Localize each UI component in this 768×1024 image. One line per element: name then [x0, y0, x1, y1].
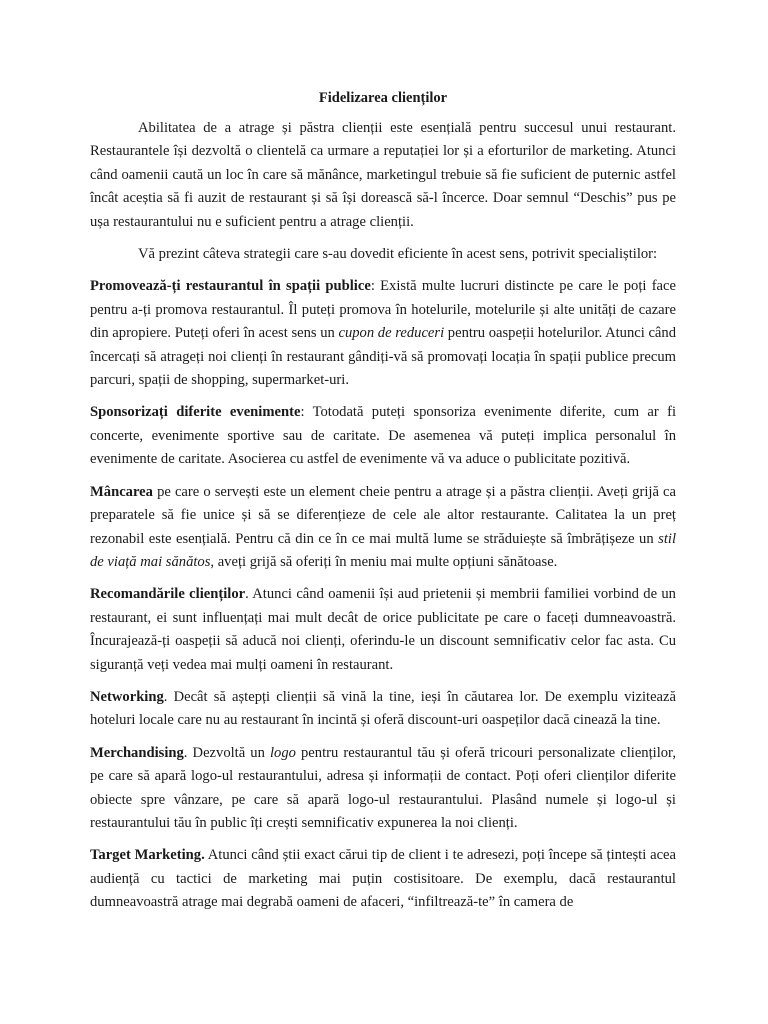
section-paragraph [90, 844, 676, 914]
section-term: Target Marketing. [90, 847, 205, 864]
section-text: pe care o servești este un element cheie pentru a atrage și a păstra clienții. Aveți grijă ca preparatele să fie unice și să se diferențieze de cele ale altor restaurante. Calitatea la un preț rezonabil este esențială. Pentru că din ce în ce mai multă lume se străduiește să îmbrățișeze un [90, 483, 676, 547]
section-term: Sponsorizați diferite evenimente [90, 404, 301, 421]
section-text: Atunci când știi exact cărui tip de client i te adresezi, poți începe să țintești acea audiență cu tactici de marketing mai puțin costisitoare. De exemplu, dacă restaurantul dumneavoastră atrage mai degrabă oameni de afaceri, “infiltrează-te” în camera de [90, 847, 676, 911]
section-paragraph [90, 742, 676, 836]
section-term: Merchandising [90, 744, 184, 761]
section-text: . Atunci când oamenii își aud prietenii și membrii familiei vorbind de un restaurant, ei sunt influențați mai mult decât de orice publicitate pe care o faceți dumneavoastră. Încurajează-ți oaspeții să aducă noi clienți, oferindu-le un discount semnificativ celor fac asta. Cu siguranță veți vedea mai mulți oameni în restaurant. [90, 586, 676, 673]
intro-paragraph-1: Abilitatea de a atrage și păstra clienții este esențială pentru succesul unui restaurant. Restaurantele își dezvoltă o clientelă ca urmare a reputației lor și a eforturilor de marketing. Atunci când oamenii caută un loc în care să mănânce, marketingul trebuie să fie suficient de puternic astfel încât aceștia să fi auzit de restaurant și să își dorească să-l încerce. Doar semnul “Deschis” pus pe ușa restaurantului nu e suficient pentru a atrage clienții. [90, 120, 676, 230]
section-italic-phrase: stil de viață mai sănătos [90, 530, 676, 570]
section-text: . Decât să aștepți clienții să vină la tine, ieși în căutarea lor. De exemplu vizitează hoteluri locale care nu au restaurant în incintă și oferă discount-uri oaspeților dacă cinează la tine. [90, 688, 676, 729]
section-paragraph [90, 686, 676, 733]
section-text: pentru oaspeții hotelurilor. Atunci când încercați să atrageți noi clienți în restaurant gândiți-vă să promovați locația în spații publice precum parcuri, spații de shopping, supermarket-uri. [90, 325, 676, 389]
section-paragraph [90, 481, 676, 575]
section-term: Recomandările clienților [90, 586, 246, 603]
section-term: Promovează-ți restaurantul în spații publice [90, 278, 371, 295]
section-text: : Există multe lucruri distincte pe care le poți face pentru a-ți promova restaurantul. Îl puteți promova în hotelurile, motelurile și alte unități de cazare din apropiere. Puteți oferi în acest sens un [90, 278, 676, 342]
section-text: : Totodată puteți sponsoriza evenimente diferite, cum ar fi concerte, evenimente sportive sau de caritate. De asemenea vă puteți implica personalul în evenimente de caritate. Asocierea cu astfel de evenimente vă va aduce o publicitate pozitivă. [90, 404, 677, 468]
document-title: Fidelizarea clienților [318, 90, 448, 106]
section-paragraph [90, 583, 676, 677]
intro-paragraph-2: Vă prezint câteva strategii care s-au dovedit eficiente în acest sens, potrivit specialiștilor: [138, 246, 658, 263]
section-text: , aveți grijă să oferiți în meniu mai multe opțiuni sănătoase. [210, 553, 558, 570]
section-text: . Dezvoltă un [183, 744, 270, 761]
section-paragraph [90, 401, 676, 471]
section-italic-phrase: cupon de reduceri [338, 325, 445, 342]
section-paragraph [90, 275, 676, 392]
section-italic-phrase: logo [269, 744, 296, 761]
section-term: Mâncarea [90, 483, 153, 500]
section-term: Networking [90, 688, 164, 705]
section-text: pentru restaurantul tău și oferă tricouri personalizate clienților, pe care să apară logo-ul restaurantului, adresa și informații de contact. Poți oferi clienților diferite obiecte spre vânzare, pe care să apară logo-ul restaurantului. Plasând numele și logo-ul și restaurantului tău în public îți crești semnificativ expunerea la noi clienți. [90, 744, 676, 831]
